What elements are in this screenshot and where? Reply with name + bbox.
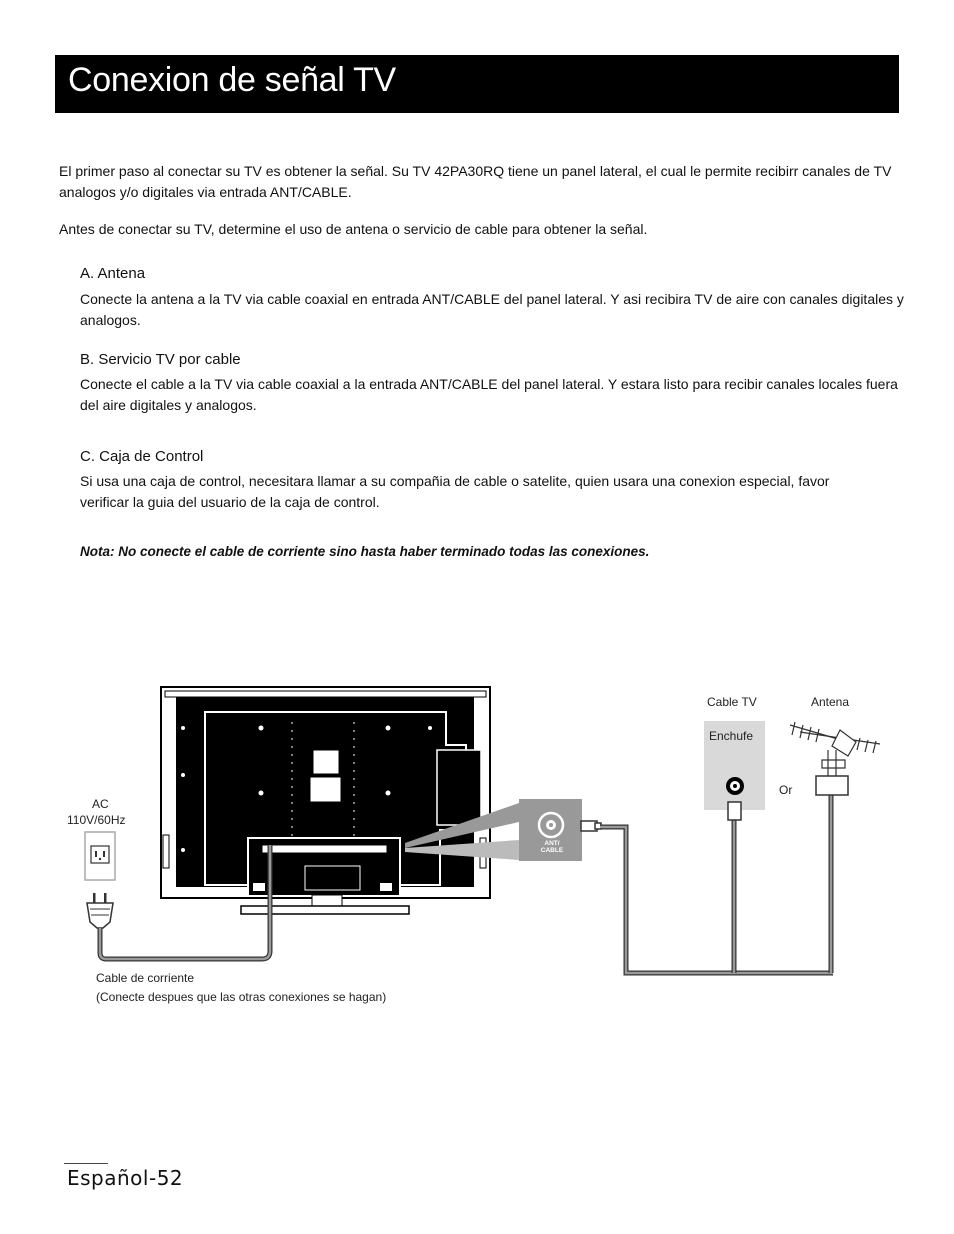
tv-rear-illustration — [161, 687, 490, 914]
warning-note: Nota: No conecte el cable de corriente sino hasta haber terminado todas las conexiones. — [80, 544, 650, 559]
footer-rule — [64, 1163, 108, 1164]
page-title: Conexion de señal TV — [68, 61, 396, 99]
section-body-antenna: Conecte la antena a la TV via cable coaxial en entrada ANT/CABLE del panel lateral. Y asi recibira TV de aire con canales digitales y analogos. — [80, 291, 904, 328]
section-body-cable: Conecte el cable a la TV via cable coaxial a la entrada ANT/CABLE del panel lateral. Y estara listo para recibir canales locales fuera del aire digitales y analogos. — [80, 376, 898, 413]
power-cord-note: (Conecte despues que las otras conexiones se hagan) — [96, 990, 387, 1004]
port-label-1: ANT/ — [544, 840, 560, 847]
antenna-label: Antena — [811, 695, 850, 709]
section-heading-antenna: A. Antena — [80, 265, 146, 282]
or-label: Or — [779, 783, 793, 797]
section-heading-control-box: C. Caja de Control — [80, 448, 204, 465]
ac-label: AC — [92, 797, 109, 811]
intro-paragraph-1: El primer paso al conectar su TV es obtener la señal. Su TV 42PA30RQ tiene un panel lateral, el cual le permite recibirr canales de TV analogos y/o digitales via entrada ANT/CABLE. — [59, 163, 892, 200]
voltage-label: 110V/60Hz — [67, 813, 126, 827]
cable-tv-label: Cable TV — [707, 695, 757, 709]
intro-paragraph-2: Antes de conectar su TV, determine el uso de antena o servicio de cable para obtener la señal. — [59, 221, 648, 237]
section-heading-cable: B. Servicio TV por cable — [80, 351, 241, 368]
section-body-control-box: Si usa una caja de control, necesitara llamar a su compañia de cable o satelite, quien usara una conexion especial, favor verificar la guia del usuario de la caja de control. — [80, 473, 830, 510]
port-label-2: CABLE — [540, 847, 564, 854]
page-number: Español-52 — [67, 1166, 184, 1190]
antenna-icon — [790, 722, 880, 776]
outlet-label: Enchufe — [709, 729, 754, 743]
power-cord-label: Cable de corriente — [96, 971, 195, 985]
